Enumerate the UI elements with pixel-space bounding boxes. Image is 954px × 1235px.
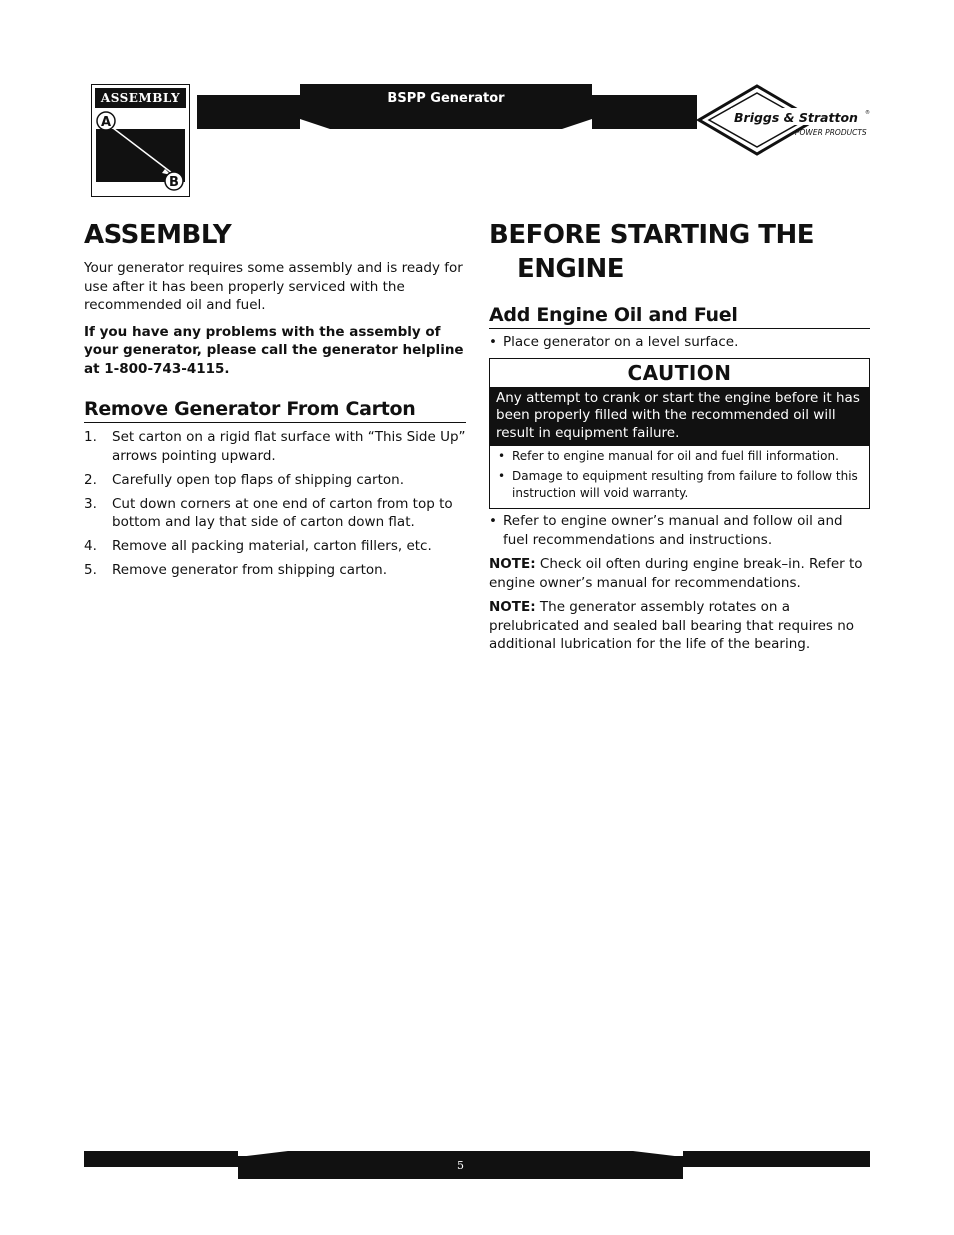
note-text: The generator assembly rotates on a prelubricated and sealed ball bearing that requires no additional lubrication for the life of the bearing. xyxy=(489,599,855,652)
banner-notch-left xyxy=(300,119,330,129)
point-b-label: B xyxy=(169,175,179,190)
caution-heading: CAUTION xyxy=(627,360,732,385)
assembly-diagram-graphic xyxy=(92,85,191,198)
assembly-section-icon xyxy=(91,84,190,197)
refer-bullets xyxy=(489,512,870,549)
step-text: Cut down corners at one end of carton from top to bottom and lay that side of carton down flat. xyxy=(112,495,453,530)
bullet-text: Refer to engine manual for oil and fuel fill information. xyxy=(512,449,839,463)
logo-subtitle: POWER PRODUCTS xyxy=(795,128,867,137)
step-number: 5. xyxy=(84,562,97,578)
bullet-icon: • xyxy=(489,334,497,350)
title-line-1: BEFORE STARTING THE xyxy=(489,220,815,250)
page-number: 5 xyxy=(238,1156,683,1179)
bullet-text: Damage to equipment resulting from failure to follow this instruction will void warranty. xyxy=(512,469,858,500)
list-item xyxy=(489,512,870,549)
step-number: 4. xyxy=(84,538,97,554)
bullet-icon: • xyxy=(489,513,497,529)
note-break-in xyxy=(489,555,870,592)
list-item xyxy=(84,495,466,532)
banner-title: BSPP Generator xyxy=(300,84,592,106)
list-item xyxy=(84,537,466,556)
step-text: Remove all packing material, carton fillers, etc. xyxy=(112,538,432,554)
section-tag: ASSEMBLY xyxy=(95,88,186,108)
step-number: 1. xyxy=(84,429,97,445)
caution-warning: Any attempt to crank or start the engine before it has been properly filled with the recommended oil will result in equipment failure. xyxy=(490,387,869,447)
note-label: NOTE: xyxy=(489,599,536,615)
assembly-title: ASSEMBLY xyxy=(84,220,232,250)
step-number: 3. xyxy=(84,495,97,512)
before-starting-column xyxy=(489,218,870,654)
step-text: Set carton on a rigid flat surface with “This Side Up” arrows pointing upward. xyxy=(112,429,466,464)
title-line-2: ENGINE xyxy=(517,254,625,284)
caution-list xyxy=(490,446,869,508)
step-text: Carefully open top flaps of shipping carton. xyxy=(112,471,405,488)
banner-notch-right xyxy=(562,119,592,129)
bullet-text: Place generator on a level surface. xyxy=(503,334,739,350)
bullet-text: Refer to engine owner’s manual and follow oil and fuel recommendations and instructions. xyxy=(503,513,843,548)
assembly-intro: Your generator requires some assembly and is ready for use after it has been properly serviced with the recommended oil and fuel. xyxy=(84,260,463,313)
oil-fuel-heading: Add Engine Oil and Fuel xyxy=(489,304,870,329)
list-item xyxy=(498,448,861,465)
note-label: NOTE: xyxy=(489,556,536,572)
point-a-label: A xyxy=(100,115,112,130)
assembly-column xyxy=(84,218,466,585)
list-item xyxy=(84,471,466,490)
step-number: 2. xyxy=(84,471,97,488)
briggs-stratton-logo xyxy=(697,84,877,156)
list-item xyxy=(498,468,861,502)
note-text: Check oil often during engine break–in. Refer to engine owner’s manual for recommendations. xyxy=(489,556,863,591)
bullet-icon: • xyxy=(498,469,506,483)
step-text: Remove generator from shipping carton. xyxy=(112,562,388,578)
bullet-icon: • xyxy=(498,449,506,463)
note-bearing xyxy=(489,598,870,654)
list-item xyxy=(489,333,870,352)
list-item xyxy=(84,561,466,580)
oil-fuel-bullets xyxy=(489,333,870,352)
helpline-notice: If you have any problems with the assembly of your generator, please call the generator helpline at 1-800-743-4115. xyxy=(84,323,464,377)
logo-brand-text: Briggs & Stratton xyxy=(734,110,858,125)
before-starting-title xyxy=(489,218,870,286)
remove-carton-steps xyxy=(84,428,466,580)
caution-box xyxy=(489,358,870,510)
list-item xyxy=(84,428,466,465)
logo-trademark: ® xyxy=(865,110,870,116)
remove-carton-heading: Remove Generator From Carton xyxy=(84,398,466,423)
